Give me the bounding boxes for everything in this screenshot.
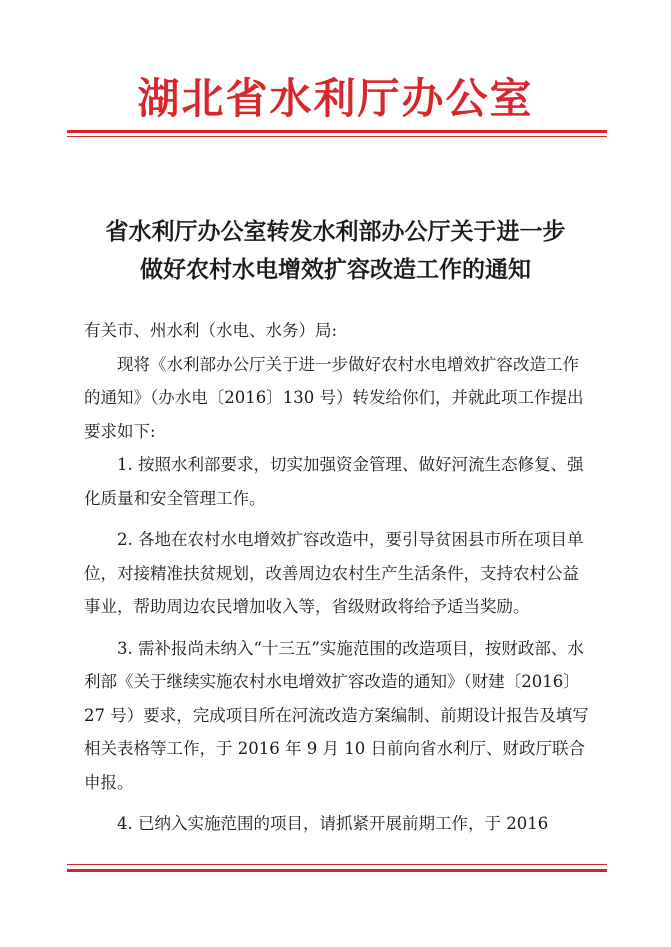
document-title <box>70 213 601 289</box>
footer-divider-thick <box>67 869 607 872</box>
salutation: 有关市、州水利（水电、水务）局: <box>84 321 338 340</box>
item-4-paragraph: 4. 已纳入实施范围的项目，请抓紧开展前期工作，于 2016 <box>117 814 549 833</box>
item-1-paragraph: 1. 按照水利部要求，切实加强资金管理、做好河流生态修复、强化质量和安全管理工作。 <box>84 455 584 508</box>
document-title-line-2: 做好农村水电增效扩容改造工作的通知 <box>140 257 531 283</box>
footer-divider-thin <box>67 864 607 865</box>
document-body <box>84 314 594 841</box>
item-3-paragraph: 3. 需补报尚未纳入“十三五”实施范围的改造项目，按财政部、水利部《关于继续实施农村水电增效扩容改造的通知》（财建〔2016〕27 号）要求，完成项目所在河流改造方案编制、前期设计报告及填写相关表格等工作，于 2016 年 9 月 10 日前向省水利厅、财政厅联合申报。 <box>84 638 589 792</box>
intro-paragraph: 现将《水利部办公厅关于进一步做好农村水电增效扩容改造工作的通知》（办水电〔2016〕130 号）转发给你们，并就此项工作提出要求如下: <box>84 354 584 441</box>
org-header: 湖北省水利厅办公室 <box>137 74 534 123</box>
document-title-line-1: 省水利厅办公室转发水利部办公厅关于进一步 <box>105 219 566 245</box>
item-2-paragraph: 2. 各地在农村水电增效扩容改造中，要引导贫困县市所在项目单位，对接精准扶贫规划，改善周边农村生产生活条件，支持农村公益事业，帮助周边农民增加收入等，省级财政将给予适当奖励。 <box>84 530 584 616</box>
header-divider-thick <box>67 130 607 133</box>
header-divider-thin <box>67 136 607 137</box>
